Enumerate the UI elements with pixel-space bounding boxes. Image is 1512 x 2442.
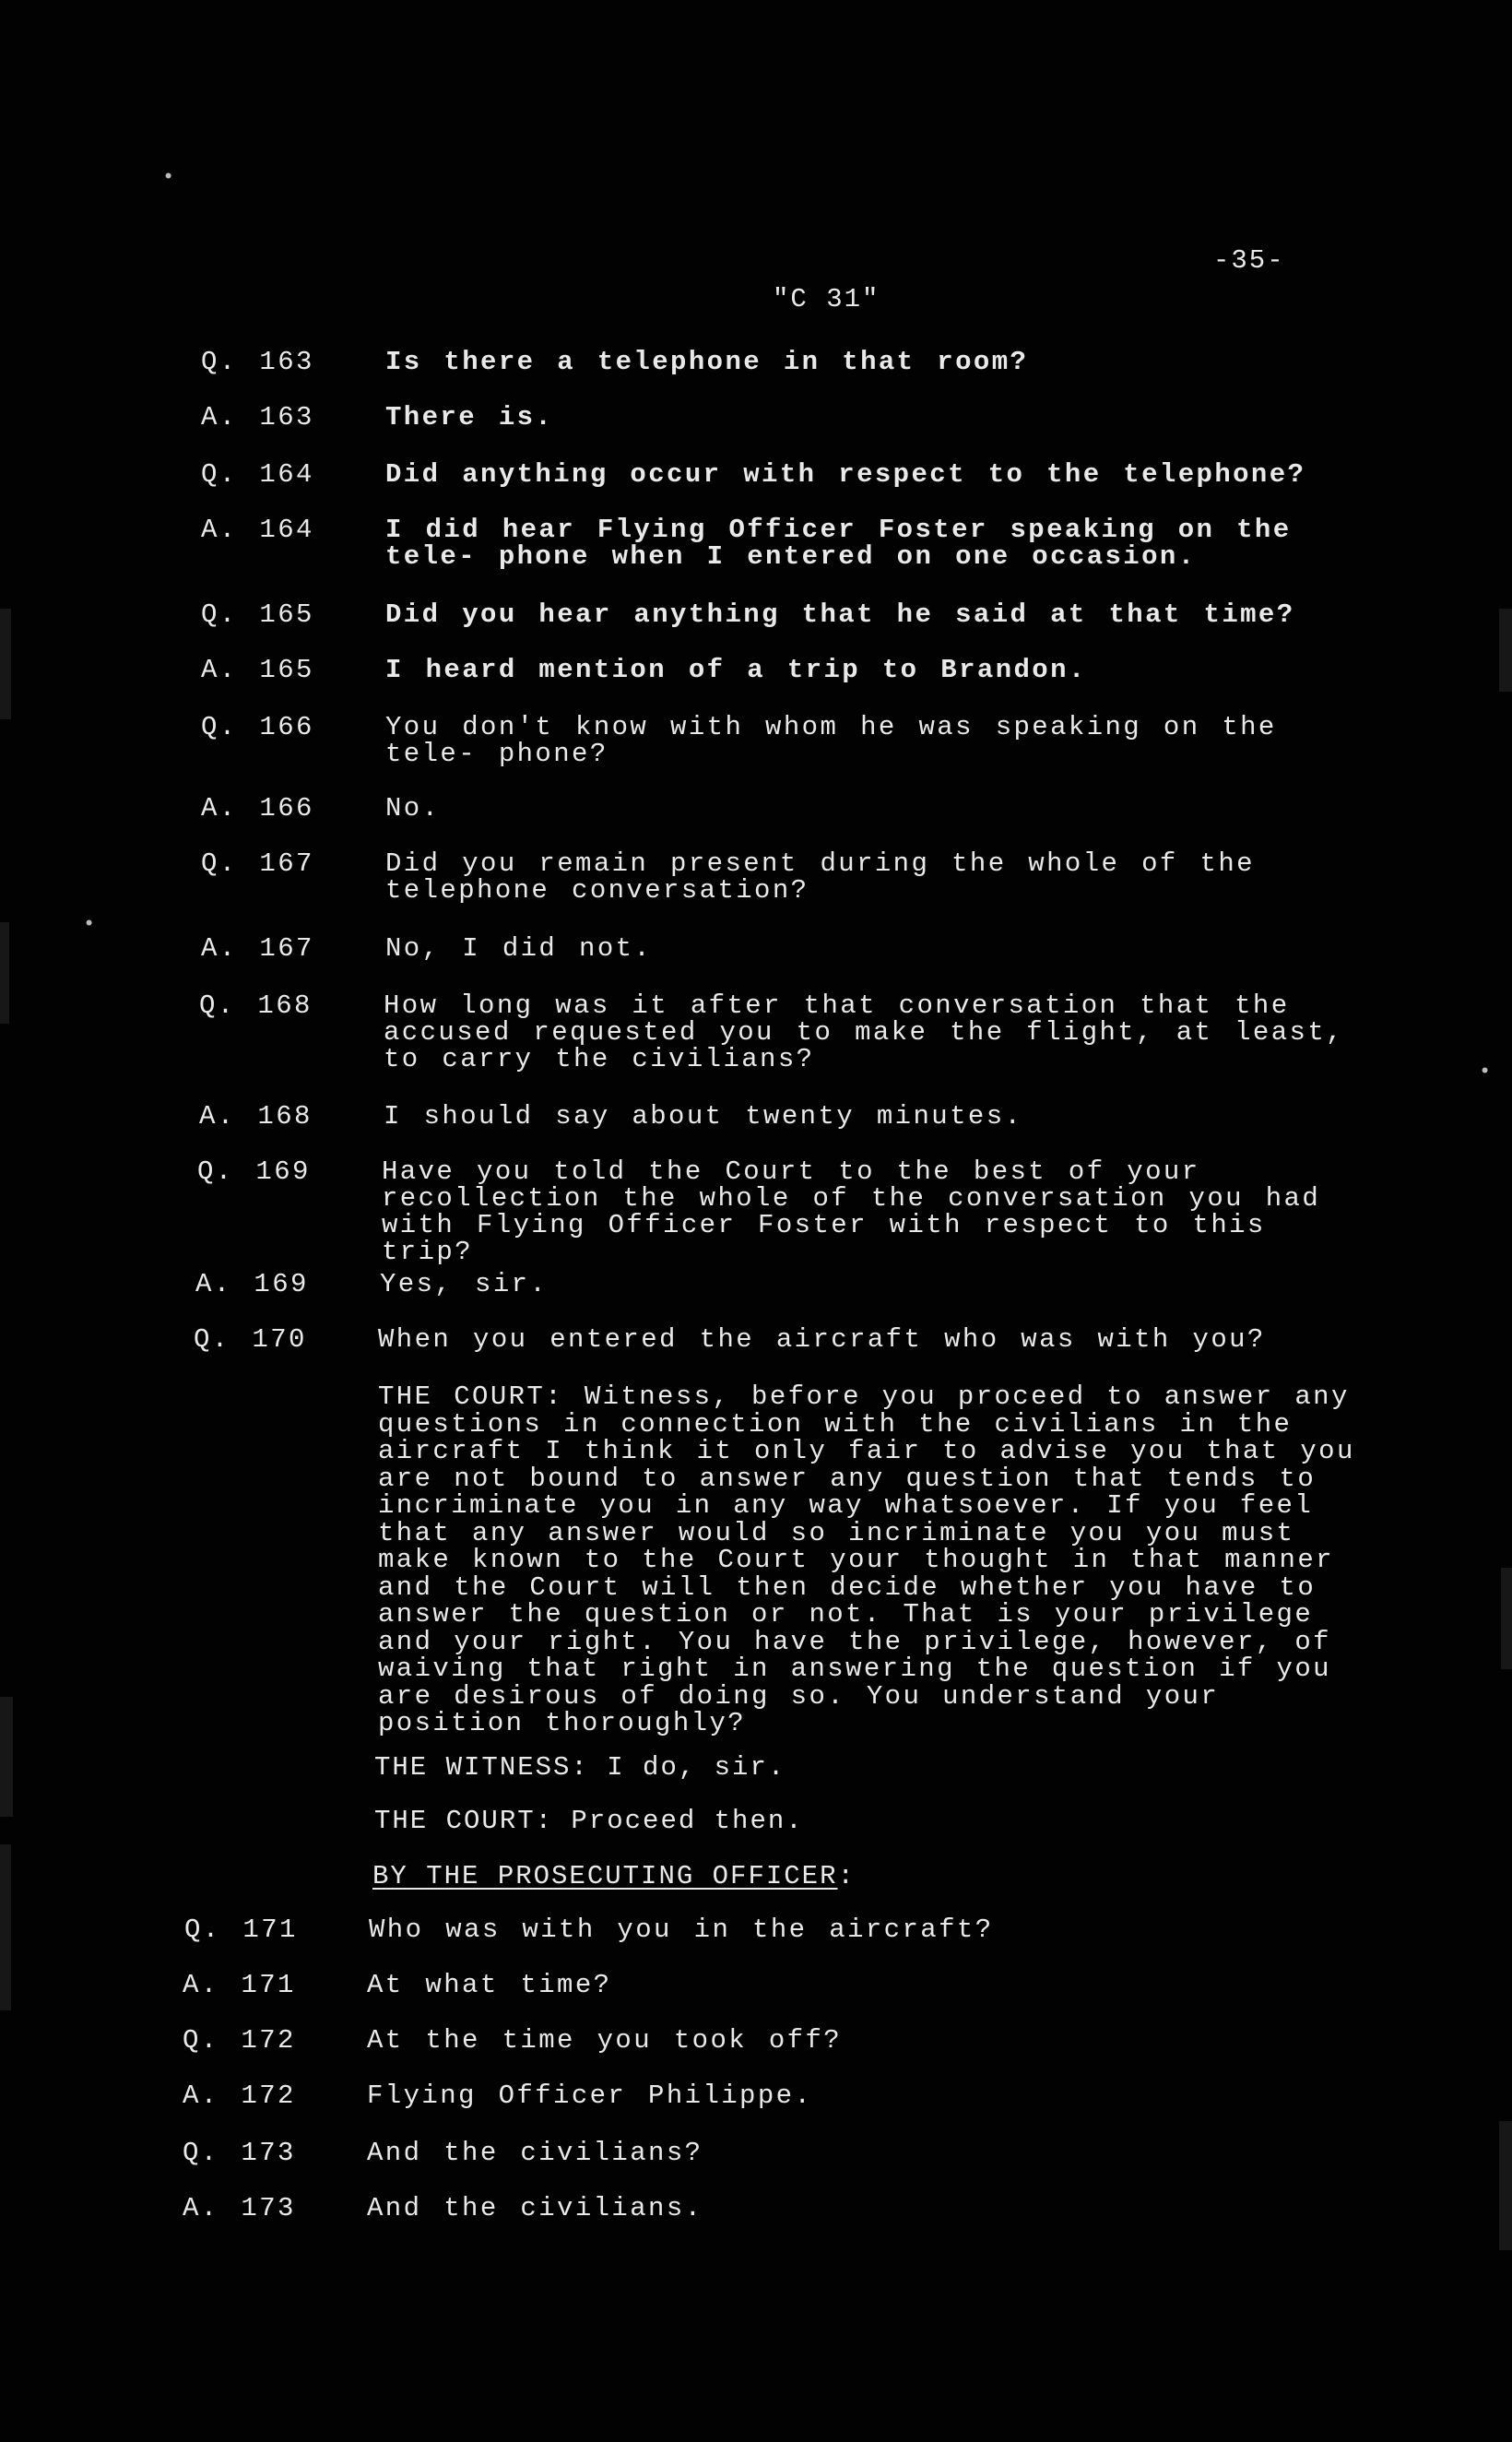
exchange-label: Q. 169 <box>197 1156 311 1187</box>
exchange-text: No. <box>385 793 441 824</box>
exchange-text: How long was it after that conversation that the accused requested you to make the flight, at least, to carry the civilians? <box>384 990 1344 1074</box>
exchange-row <box>201 461 1372 488</box>
exchange-text: Flying Officer Philippe. <box>367 2080 813 2111</box>
exchange-label: Q. 164 <box>201 459 314 490</box>
exchange-label: A. 167 <box>201 933 314 964</box>
court-statement: THE COURT: Witness, before you proceed to answer any questions in connection with the civilians in the aircraft I think it only fair to advise you that you are not bound to answer any question that tends to incriminate you in any way whatsoever. If you feel that any answer would so incriminate you you must make known to the Court your thought in that manner and the Court will then decide whether you have to answer the question or not. That is your privilege and your right. You have the privilege, however, of waiving that right in answering the question if you are desirous of doing so. You understand your position thoroughly? <box>378 1381 1355 1738</box>
witness-reply: THE WITNESS: I do, sir. <box>374 1752 786 1783</box>
exchange-label: A. 172 <box>183 2080 296 2111</box>
exchange-label: Q. 167 <box>201 848 314 879</box>
scan-edge-left-2 <box>0 922 9 1024</box>
exchange-label: Q. 171 <box>184 1914 298 1945</box>
exchange-row <box>201 935 1372 962</box>
scan-edge-left-4 <box>0 1844 11 2010</box>
scan-speck-icon: • <box>83 913 96 936</box>
scan-edge-right-3 <box>1499 2121 1512 2250</box>
exchange-label: A. 168 <box>199 1101 313 1132</box>
exchange-row <box>183 2027 1353 2054</box>
exchange-row <box>201 795 1372 822</box>
exchange-row <box>194 1326 1364 1353</box>
exchange-text: And the civilians. <box>367 2193 703 2223</box>
exchange-row <box>201 714 1372 767</box>
scan-edge-right <box>1499 609 1512 692</box>
exchange-row <box>183 2140 1353 2166</box>
exchange-text: I did hear Flying Officer Foster speaking on the tele- phone when I entered on one occasion. <box>385 515 1292 572</box>
section-heading-colon: : <box>837 1861 856 1891</box>
exchange-label: Q. 165 <box>201 599 314 630</box>
exchange-label: A. 169 <box>195 1269 309 1299</box>
exchange-text: Who was with you in the aircraft? <box>369 1914 994 1945</box>
exchange-label: A. 173 <box>183 2193 296 2223</box>
exchange-label: Q. 173 <box>183 2138 296 2168</box>
scan-edge-left-3 <box>0 1697 13 1817</box>
exchange-row <box>201 850 1372 904</box>
scan-speck-icon: • <box>162 166 175 189</box>
exchange-row <box>197 1158 1368 1265</box>
exhibit-label: "C 31" <box>773 284 880 314</box>
exchange-label: A. 171 <box>183 1970 296 2000</box>
exchange-label: Q. 170 <box>194 1324 307 1355</box>
exchange-label: A. 166 <box>201 793 314 824</box>
scan-edge-left <box>0 609 11 719</box>
exchange-text: Is there a telephone in that room? <box>385 347 1029 377</box>
exchange-label: A. 164 <box>201 515 314 545</box>
exchange-row <box>183 1972 1353 1998</box>
exchange-label: Q. 172 <box>183 2025 296 2056</box>
exchange-text: I should say about twenty minutes. <box>384 1101 1023 1132</box>
exchange-text: There is. <box>385 402 554 433</box>
court-reply: THE COURT: Proceed then. <box>374 1806 804 1836</box>
exchange-row <box>183 2082 1353 2109</box>
exchange-label: Q. 168 <box>199 990 313 1021</box>
exchange-text: Did you hear anything that he said at that time? <box>385 599 1295 630</box>
scan-speck-icon: • <box>1479 1061 1492 1084</box>
exchange-text: I heard mention of a trip to Brandon. <box>385 655 1087 685</box>
exchange-text: At the time you took off? <box>367 2025 843 2056</box>
exchange-text: Yes, sir. <box>380 1269 549 1299</box>
exchange-row <box>201 657 1372 683</box>
exchange-row <box>199 1103 1370 1130</box>
exchange-label: Q. 163 <box>201 347 314 377</box>
scan-edge-right-2 <box>1501 1568 1512 1669</box>
exchange-text: And the civilians? <box>367 2138 703 2168</box>
exchange-row <box>199 992 1370 1073</box>
exchange-label: A. 163 <box>201 402 314 433</box>
exchange-row <box>201 349 1372 375</box>
exchange-text: You don't know with whom he was speaking on the tele- phone? <box>385 712 1277 769</box>
exchange-row <box>201 601 1372 628</box>
exchange-text: At what time? <box>367 1970 612 2000</box>
exchange-row <box>183 2195 1353 2222</box>
section-heading-text: BY THE PROSECUTING OFFICER <box>372 1861 838 1891</box>
exchange-label: A. 165 <box>201 655 314 685</box>
exchange-row <box>195 1271 1366 1298</box>
exchange-row <box>184 1916 1355 1943</box>
exchange-text: When you entered the aircraft who was with you? <box>378 1324 1266 1355</box>
exchange-row <box>201 516 1372 570</box>
exchange-text: Have you told the Court to the best of your recollection the whole of the conversation you had with Flying Officer Foster with respect to this trip? <box>382 1156 1321 1267</box>
exchange-text: Did anything occur with respect to the telephone? <box>385 459 1306 490</box>
section-heading <box>372 1861 856 1891</box>
page-number: -35- <box>1213 245 1285 276</box>
exchange-text: No, I did not. <box>385 933 653 964</box>
exchange-text: Did you remain present during the whole of the telephone conversation? <box>385 848 1255 906</box>
exchange-row <box>201 404 1372 431</box>
exchange-label: Q. 166 <box>201 712 314 742</box>
